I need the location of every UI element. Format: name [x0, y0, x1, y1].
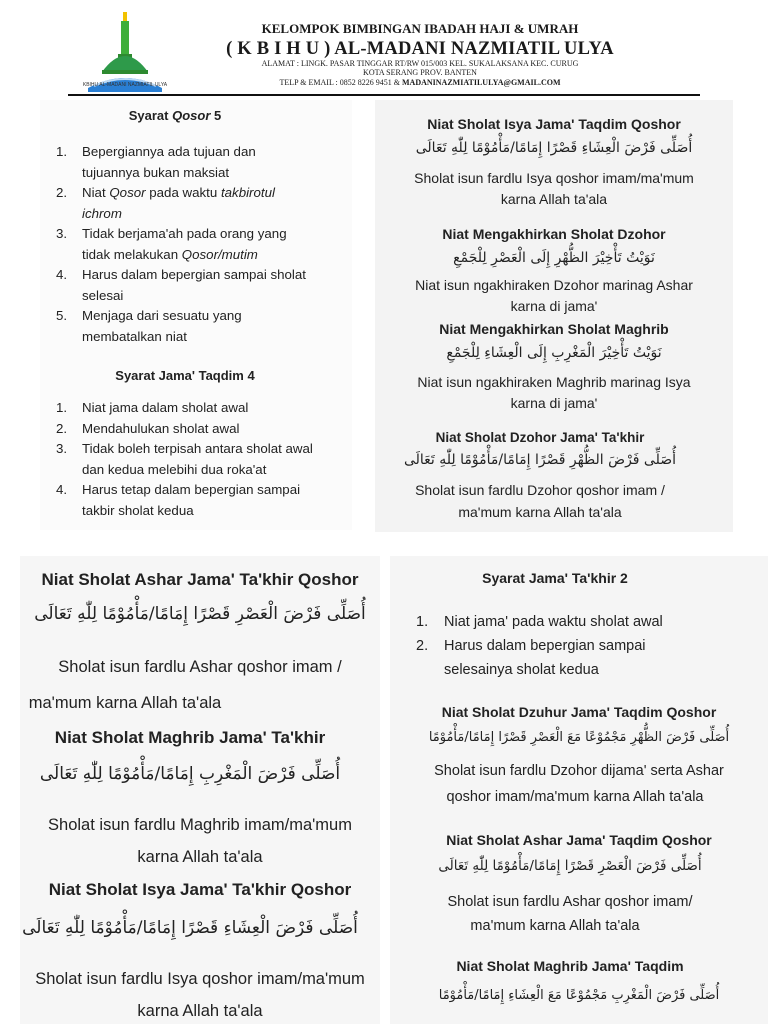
- list-item: [56, 480, 352, 521]
- transliteration-line-2: karna Allah ta'ala: [137, 848, 263, 866]
- transliteration-line-2: ma'mum karna Allah ta'ala: [470, 918, 640, 934]
- list-item: [56, 265, 346, 306]
- list-item: [56, 419, 352, 440]
- item-text: takbir sholat kedua: [82, 502, 194, 518]
- transliteration-line-2: karna Allah ta'ala: [137, 1002, 263, 1020]
- arabic-niat-mengakhirkan-dzohor: نَوَيْتُ تَأْخِيْرَ الظُّهْرِ إِلَى الْعَصْرِ لِلْجَمْعِ: [453, 250, 655, 266]
- item-text: Bepergiannya ada tujuan dan: [82, 144, 256, 159]
- item-text: Niat jama dalam sholat awal: [82, 400, 249, 415]
- list-syarat-taqdim: [56, 398, 352, 521]
- address-line-2: KOTA SERANG PROV. BANTEN: [363, 68, 477, 77]
- item-text: Tidak boleh terpisah antara sholat awal: [82, 441, 313, 456]
- transliteration-line-1: Sholat isun fardlu Isya qoshor imam/ma'mum: [35, 970, 365, 988]
- transliteration-line-2: ma'mum karna Allah ta'ala: [458, 504, 622, 520]
- item-number: 2.: [416, 638, 429, 654]
- item-text: Mendahulukan sholat awal: [82, 420, 240, 436]
- heading-syarat-taqdim: Syarat Jama' Taqdim 4: [115, 368, 255, 383]
- item-number: 5.: [56, 308, 68, 323]
- item-number: 1.: [416, 614, 429, 630]
- transliteration-line-1: Niat isun ngakhiraken Maghrib marinag Isya: [417, 374, 691, 390]
- transliteration-line-1: Sholat isun fardlu Maghrib imam/ma'mum: [48, 816, 352, 834]
- arabic-niat-mengakhirkan-maghrib: نَوَيْتُ تَأْخِيْرَ الْمَغْرِبِ إِلَى الْعِشَاءِ لِلْجَمْعِ: [446, 345, 662, 361]
- item-number: 3.: [56, 226, 68, 241]
- list-item: [56, 224, 346, 265]
- panel-niat-takhir: [20, 556, 380, 1024]
- transliteration-line-1: Sholat isun fardlu Ashar qoshor imam /: [58, 658, 342, 676]
- heading-niat-maghrib-taqdim: Niat Sholat Maghrib Jama' Taqdim: [456, 958, 684, 974]
- transliteration-line-2: karna di jama': [510, 298, 598, 314]
- heading-syarat-takhir: Syarat Jama' Ta'khir 2: [482, 570, 628, 586]
- transliteration-line-1: Niat isun ngakhiraken Dzohor marinag Ashar: [415, 277, 693, 293]
- heading-word: Syarat: [128, 108, 173, 123]
- list-item: [56, 306, 346, 347]
- heading-count: 5: [210, 108, 222, 123]
- item-text: Niat: [82, 185, 110, 200]
- heading-niat-isya-taqdim: Niat Sholat Isya Jama' Taqdim Qoshor: [427, 116, 681, 132]
- list-item: [56, 398, 352, 419]
- transliteration-line-1: Sholat isun fardlu Isya qoshor imam/ma'mum: [414, 170, 694, 186]
- panel-syarat-qosor-taqdim: [40, 100, 352, 530]
- contact-email: MADANINAZMIATILULYA@GMAIL.COM: [402, 78, 561, 87]
- item-number: 1.: [56, 144, 68, 159]
- item-text: Niat jama' pada waktu sholat awal: [444, 614, 663, 630]
- heading-italic: Qosor: [172, 108, 211, 123]
- item-number: 1.: [56, 400, 68, 415]
- item-text: pada waktu: [145, 185, 221, 200]
- item-text: tujuannya bukan maksiat: [82, 164, 230, 180]
- item-text: dan kedua melebihi dua roka'at: [82, 461, 267, 477]
- transliteration-line-1: Sholat isun fardlu Dzohor dijama' serta Ashar: [434, 763, 724, 779]
- heading-niat-ashar-takhir: Niat Sholat Ashar Jama' Ta'khir Qoshor: [41, 570, 359, 589]
- list-item: [416, 634, 756, 682]
- list-item: [416, 610, 756, 634]
- item-text: selesai: [82, 287, 124, 303]
- item-text: Tidak berjama'ah pada orang yang: [82, 226, 287, 241]
- heading-niat-mengakhirkan-maghrib: Niat Mengakhirkan Sholat Maghrib: [439, 321, 669, 337]
- heading-niat-ashar-taqdim: Niat Sholat Ashar Jama' Taqdim Qoshor: [446, 832, 712, 848]
- item-text: Harus dalam bepergian sampai: [444, 638, 646, 654]
- arabic-niat-isya-takhir: أُصَلِّى فَرْضَ الْعِشَاءِ قَصْرًا إِمَامًا/مَأْمُوْمًا لِلّٰهِ تَعَالَى: [22, 918, 358, 938]
- arabic-niat-ashar-taqdim: أُصَلِّى فَرْضَ الْعَصْرِ قَصْرًا إِمَامًا/مَأْمُوْمًا لِلّٰهِ تَعَالَى: [438, 858, 702, 874]
- transliteration-line-2: qoshor imam/ma'mum karna Allah ta'ala: [446, 789, 704, 805]
- panel-syarat-takhir-niat-taqdim: [390, 556, 768, 1024]
- transliteration-line-1: Sholat isun fardlu Ashar qoshor imam/: [447, 894, 693, 910]
- arabic-niat-maghrib-taqdim: أُصَلِّى فَرْضَ الْمَغْرِبِ مَجْمُوْعًا مَعَ الْعِشَاءِ إِمَامًا/مَأْمُوْمًا: [438, 988, 720, 1003]
- list-item: [56, 183, 346, 224]
- transliteration-line-2: karna Allah ta'ala: [500, 191, 608, 207]
- item-number: 2.: [56, 185, 68, 200]
- header-rule: [68, 94, 700, 96]
- arabic-niat-dzohor-takhir: أُصَلِّى فَرْضَ الظُّهْرِ قَصْرًا إِمَامًا/مَأْمُوْمًا لِلّٰهِ تَعَالَى: [403, 452, 677, 468]
- item-text-italic: takbirotul: [220, 185, 275, 200]
- item-text: Harus dalam bepergian sampai sholat: [82, 267, 306, 282]
- item-text-italic: Qosor: [109, 185, 146, 200]
- letterhead: [0, 0, 768, 100]
- item-number: 3.: [56, 441, 68, 456]
- heading-syarat-qosor: [40, 108, 310, 123]
- panel-niat-taqdim-takhir: [375, 100, 733, 532]
- arabic-niat-dzuhur-taqdim: أُصَلِّى فَرْضَ الظُّهْرِ مَجْمُوْعًا مَعَ الْعَصْرِ قَصْرًا إِمَامًا/مَأْمُوْمًا: [428, 730, 730, 745]
- transliteration-line-2: ma'mum karna Allah ta'ala: [28, 694, 222, 712]
- arabic-niat-ashar-takhir: أُصَلِّى فَرْضَ الْعَصْرِ قَصْرًا إِمَامًا/مَأْمُوْمًا لِلّٰهِ تَعَالَى: [34, 604, 366, 624]
- address-line-1: ALAMAT : LINGK. PASAR TINGGAR RT/RW 015/003 KEL. SUKALAKSANA KEC. CURUG: [261, 59, 579, 68]
- list-item: [56, 142, 346, 183]
- item-text-italic: ichrom: [82, 205, 122, 221]
- heading-niat-dzuhur-taqdim: Niat Sholat Dzuhur Jama' Taqdim Qoshor: [441, 704, 717, 720]
- item-number: 4.: [56, 267, 68, 282]
- item-text: Harus tetap dalam bepergian sampai: [82, 482, 301, 497]
- heading-niat-maghrib-takhir: Niat Sholat Maghrib Jama' Ta'khir: [54, 728, 326, 747]
- transliteration-line-1: Sholat isun fardlu Dzohor qoshor imam /: [415, 482, 665, 498]
- item-text: Menjaga dari sesuatu yang: [82, 308, 242, 323]
- transliteration-line-2: karna di jama': [510, 395, 598, 411]
- list-syarat-takhir: [416, 610, 756, 682]
- heading-niat-mengakhirkan-dzohor: Niat Mengakhirkan Sholat Dzohor: [442, 226, 666, 242]
- heading-niat-isya-takhir: Niat Sholat Isya Jama' Ta'khir Qoshor: [48, 880, 352, 899]
- list-item: [56, 439, 352, 480]
- contact-line: [190, 78, 650, 87]
- org-title: KELOMPOK BIMBINGAN IBADAH HAJI & UMRAH: [261, 21, 579, 36]
- arabic-niat-isya-taqdim: أُصَلِّى فَرْضَ الْعِشَاءِ قَصْرًا إِمَامًا/مَأْمُوْمًا لِلّٰهِ تَعَالَى: [415, 140, 693, 156]
- item-number: 2.: [56, 420, 68, 436]
- list-syarat-qosor: [56, 142, 346, 347]
- logo-caption: KBIHU AL-MADANI NAZMIATIL ULYA: [82, 82, 168, 88]
- arabic-niat-maghrib-takhir: أُصَلِّى فَرْضَ الْمَغْرِبِ إِمَامًا/مَأْمُوْمًا لِلّٰهِ تَعَالَى: [39, 764, 341, 784]
- org-name: ( K B I H U ) AL-MADANI NAZMIATIL ULYA: [226, 39, 614, 59]
- item-text: selesainya sholat kedua: [444, 662, 599, 678]
- item-text-italic: Qosor/mutim: [181, 246, 258, 262]
- item-text: membatalkan niat: [82, 328, 187, 344]
- heading-niat-dzohor-takhir: Niat Sholat Dzohor Jama' Ta'khir: [435, 430, 645, 445]
- contact-phone: TELP & EMAIL : 0852 8226 9451 &: [279, 78, 402, 87]
- item-text: tidak melakukan: [82, 246, 182, 262]
- item-number: 4.: [56, 482, 68, 497]
